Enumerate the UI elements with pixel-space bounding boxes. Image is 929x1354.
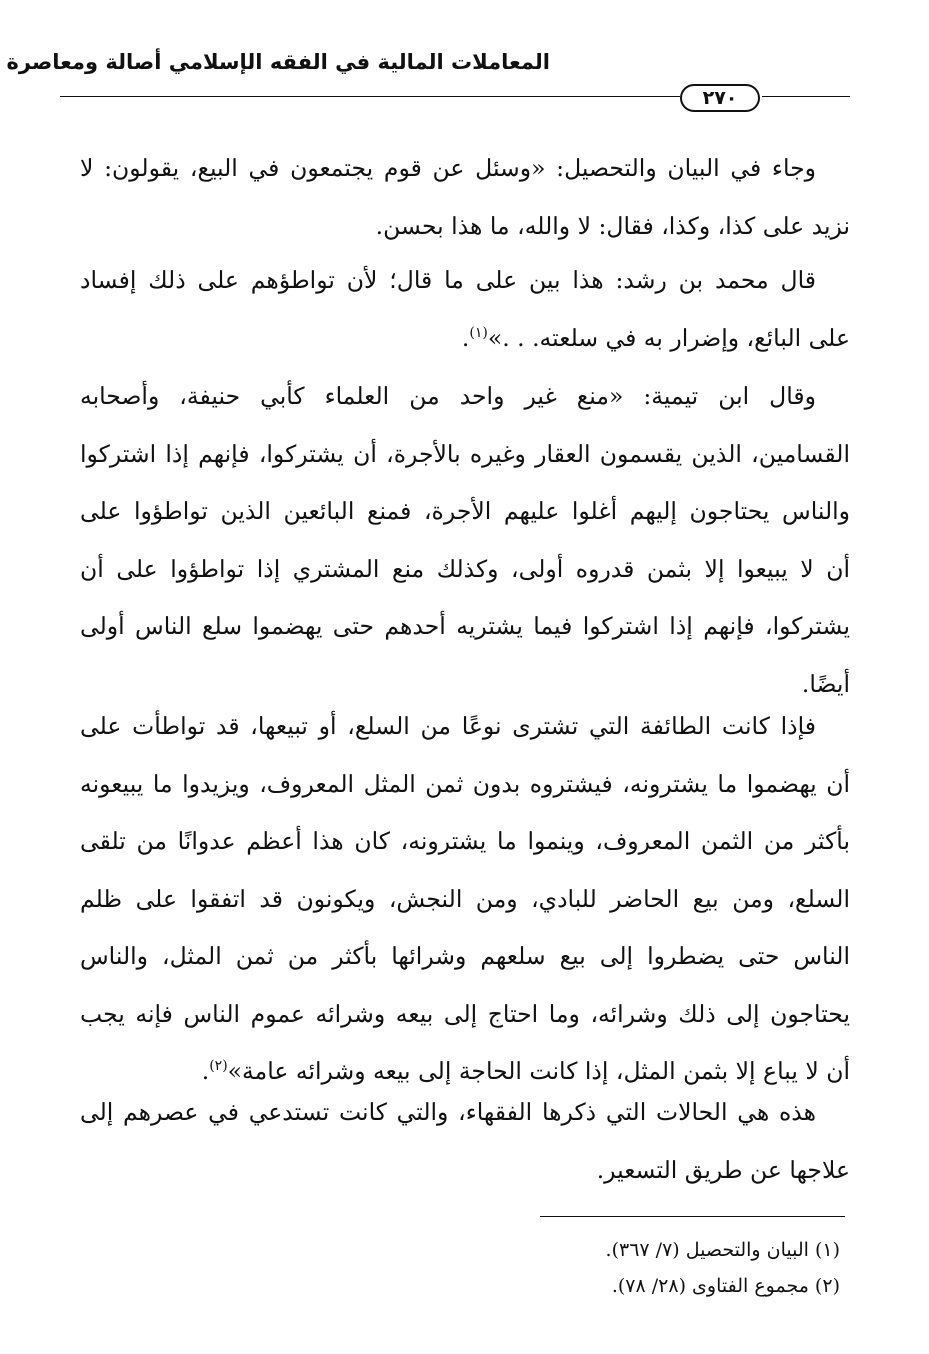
running-header-title: المعاملات المالية في الفقه الإسلامي أصالة ومعاصرة [6,50,550,74]
footnote-separator [540,1216,845,1217]
text-line-content: أن لا يباع إلا بثمن المثل، إذا كانت الحاجة إلى بيعه وشرائه عامة» [227,1057,850,1085]
text-line: يشتركوا، فإنهم إذا اشتركوا فيما يشتريه أحدهم حتى يهضموا سلع الناس أولى [80,612,850,640]
text-line: فإذا كانت الطائفة التي تشترى نوعًا من السلع، أو تبيعها، قد تواطأت على [80,712,816,740]
header-rule-left [60,96,680,97]
paragraph-2 [80,252,850,367]
text-line: وقال ابن تيمية: «منع غير واحد من العلماء كأبي حنيفة، وأصحابه [80,382,816,410]
paragraph-1 [80,140,850,255]
paragraph-4 [80,698,850,1101]
footnote-1: (١) البيان والتحصيل (٧/ ٣٦٧). [605,1239,840,1261]
text-line-content: على البائع، وإضرار به في سلعته. . .» [487,323,850,352]
text-line [80,310,850,368]
text-line: القسامين، الذين يقسمون العقار وغيره بالأجرة، أن يشتركوا، فإنهم إذا اشتركوا [80,439,850,468]
text-line: أن لا يبيعوا إلا بثمن قدروه أولى، وكذلك منع المشتري إذا تواطؤوا على أن [80,554,850,583]
text-line: هذه هي الحالات التي ذكرها الفقهاء، والتي كانت تستدعي في عصرهم إلى [80,1098,816,1126]
paragraph-5 [80,1084,850,1199]
footnote-reference-1[interactable]: (١) [469,324,488,341]
text-line: وجاء في البيان والتحصيل: «وسئل عن قوم يجتمعون في البيع، يقولون: لا [80,154,816,182]
text-line: والناس يحتاجون إليهم أغلوا عليهم الأجرة، فمنع البائعين الذين تواطؤوا على [80,497,850,525]
footnotes [300,1232,840,1304]
text-line: السلع، ومن بيع الحاضر للبادي، ومن النجش، ويكونون قد اتفقوا على ظلم [80,884,850,913]
footnote-reference-2[interactable]: (٢) [209,1058,228,1075]
text-line: أيضًا. [801,669,850,698]
text-line: بأكثر من الثمن المعروف، وينموا ما يشترونه، كان هذا أعظم عدوانًا من تلقى [80,827,850,855]
text-line: علاجها عن طريق التسعير. [596,1155,850,1184]
text-line: قال محمد بن رشد: هذا بين على ما قال؛ لأن تواطؤهم على ذلك إفساد [80,266,816,294]
text-line: نزيد على كذا، وكذا، فقال: لا والله، ما هذا بحسن. [375,211,850,240]
text-line: الناس حتى يضطروا إلى بيع سلعهم وشرائها بأكثر من ثمن المثل، والناس [80,942,850,970]
line-end-period: . [201,1057,210,1085]
header-rule-right [762,96,850,97]
text-line: أن يهضموا ما يشترونه، فيشتروه بدون ثمن المثل المعروف، ويزيدوا ما يبيعونه [80,769,850,798]
footnote-2: (٢) مجموع الفتاوى (٢٨/ ٧٨). [611,1275,840,1297]
line-end-period: . [461,323,470,352]
text-line: يحتاجون إلى ذلك وشرائه، وما احتاج إلى بيعه وشرائه عموم الناس فإنه يجب [80,999,850,1028]
page-number-badge: ٢٧٠ [680,84,760,112]
paragraph-3 [80,368,850,713]
